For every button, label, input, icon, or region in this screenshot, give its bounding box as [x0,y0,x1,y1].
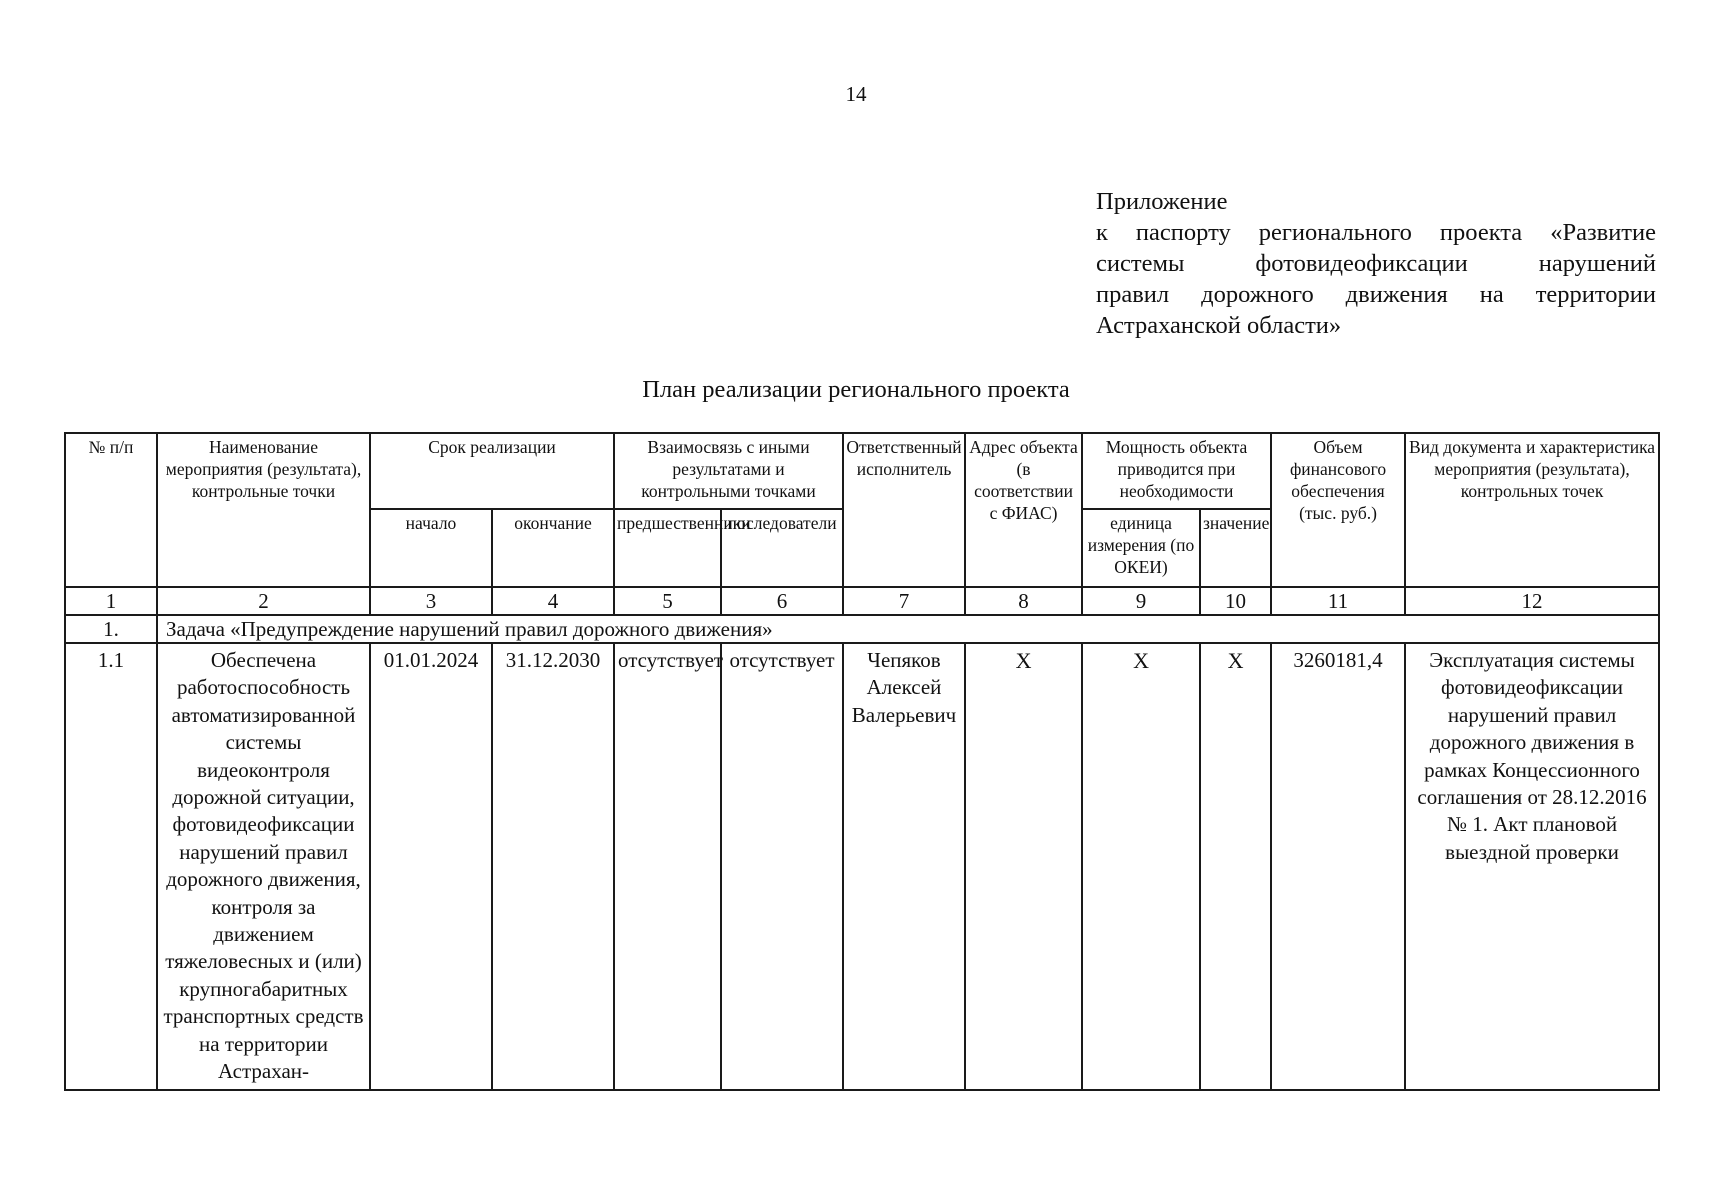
row-doc: Эксплуатация системы фотовидеофиксации нарушений правил дорожного движения в рамках Концессионного соглашения от 28.12.2016 № 1. Акт плановой выездной проверки [1405,643,1659,1090]
column-number: 3 [370,587,492,615]
column-number: 7 [843,587,965,615]
row-start: 01.01.2024 [370,643,492,1090]
column-number: 11 [1271,587,1405,615]
plan-title: План реализации регионального проекта [642,376,1070,403]
row-executor: Чепяков Алексей Валерьевич [843,643,965,1090]
appendix-note [1096,186,1656,341]
header-capacity: Мощность объекта приводится при необходимости [1082,433,1271,509]
header-period: Срок реализации [370,433,614,509]
row-next: отсутствует [721,643,843,1090]
column-number: 10 [1200,587,1271,615]
header-capacity-value: значение [1200,509,1271,587]
row-num: 1.1 [65,643,157,1090]
appendix-line-3: системы фотовидеофиксации нарушений [1096,250,1656,277]
column-number: 5 [614,587,721,615]
header-funding: Объем финансового обеспечения (тыс. руб.) [1271,433,1405,587]
header-executor: Ответственный исполнитель [843,433,965,587]
table-row [65,643,1659,1090]
header-num: № п/п [65,433,157,587]
task-num: 1. [65,615,157,643]
column-number: 4 [492,587,614,615]
column-number: 6 [721,587,843,615]
header-row-1 [65,433,1659,509]
column-number: 12 [1405,587,1659,615]
header-link-next: последователи [721,509,843,587]
row-funding: 3260181,4 [1271,643,1405,1090]
row-unit: X [1082,643,1200,1090]
column-number: 2 [157,587,370,615]
column-number: 8 [965,587,1082,615]
appendix-line-4: правил дорожного движения на территории [1096,281,1656,308]
header-doc: Вид документа и характеристика мероприятия (результата), контрольных точек [1405,433,1659,587]
appendix-line-2: к паспорту регионального проекта «Развитие [1096,219,1656,246]
header-period-start: начало [370,509,492,587]
header-name: Наименование мероприятия (результата), контрольные точки [157,433,370,587]
task-row [65,615,1659,643]
header-capacity-unit: единица измерения (по ОКЕИ) [1082,509,1200,587]
column-number: 1 [65,587,157,615]
header-period-end: окончание [492,509,614,587]
row-address: X [965,643,1082,1090]
column-number-row [65,587,1659,615]
row-end: 31.12.2030 [492,643,614,1090]
appendix-line-1: Приложение [1096,188,1228,215]
row-value: X [1200,643,1271,1090]
header-link-prev: предшественники [614,509,721,587]
column-number: 9 [1082,587,1200,615]
plan-table [64,432,1660,1091]
row-prev: отсутствует [614,643,721,1090]
page-number: 14 [845,82,867,106]
task-text: Задача «Предупреждение нарушений правил дорожного движения» [157,615,1659,643]
appendix-line-5: Астраханской области» [1096,312,1342,339]
header-link: Взаимосвязь с иными результатами и контрольными точками [614,433,843,509]
row-name: Обеспечена работоспособность автоматизированной системы видеоконтроля дорожной ситуации, фотовидеофиксации нарушений правил дорожного движения, контроля за движением тяжеловесных и (или) крупногабаритных транспортных средств на территории Астрахан- [157,643,370,1090]
header-address: Адрес объекта (в соответствии с ФИАС) [965,433,1082,587]
